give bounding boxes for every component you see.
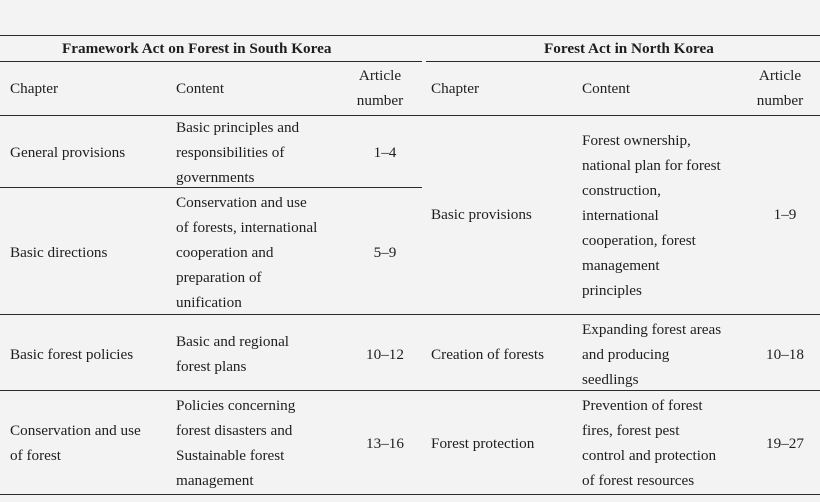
north-row-2-chapter: Creation of forests bbox=[431, 346, 545, 363]
row-divider-2 bbox=[0, 314, 820, 315]
header-rule bbox=[0, 115, 820, 116]
bottom-rule bbox=[0, 494, 820, 495]
south-row-4-article: 13–16 bbox=[366, 435, 404, 452]
north-row-3-content: Prevention of forest fires, forest pest control and protection of forest resources bbox=[582, 397, 717, 489]
south-row-1-content: Basic principles and responsibilities of governments bbox=[176, 119, 300, 186]
north-header-article: Article number bbox=[756, 67, 804, 109]
north-row-1-chapter: Basic provisions bbox=[431, 206, 532, 223]
south-header-chapter: Chapter bbox=[10, 80, 59, 97]
south-row-3-chapter: Basic forest policies bbox=[10, 346, 134, 363]
north-title: Forest Act in North Korea bbox=[544, 40, 714, 57]
north-title-underline bbox=[426, 61, 820, 62]
south-row-4-content: Policies concerning forest disasters and Sustainable forest management bbox=[176, 397, 296, 489]
south-row-3-content: Basic and regional forest plans bbox=[176, 333, 290, 375]
south-title-underline bbox=[0, 61, 422, 62]
north-row-1-article: 1–9 bbox=[773, 206, 797, 223]
south-row-2-content: Conservation and use of forests, international cooperation and preparation of unification bbox=[176, 194, 318, 311]
south-row-2-chapter: Basic directions bbox=[10, 244, 108, 261]
south-header-article: Article number bbox=[356, 67, 404, 109]
south-header-content: Content bbox=[176, 80, 225, 97]
south-row-1-chapter: General provisions bbox=[10, 144, 126, 161]
south-title: Framework Act on Forest in South Korea bbox=[62, 40, 332, 57]
north-header-content: Content bbox=[582, 80, 631, 97]
south-row-2-article: 5–9 bbox=[373, 244, 397, 261]
south-row-4-chapter: Conservation and use of forest bbox=[10, 422, 141, 464]
north-row-2-content: Expanding forest areas and producing seedlings bbox=[582, 321, 722, 388]
north-header-chapter: Chapter bbox=[431, 80, 480, 97]
north-row-1-content: Forest ownership, national plan for forest construction, international cooperation, forest management principles bbox=[582, 132, 721, 299]
north-row-2-article: 10–18 bbox=[766, 346, 804, 363]
north-row-3-chapter: Forest protection bbox=[431, 435, 535, 452]
south-row-3-article: 10–12 bbox=[366, 346, 404, 363]
north-row-3-article: 19–27 bbox=[766, 435, 804, 452]
south-row-1-article: 1–4 bbox=[373, 144, 397, 161]
